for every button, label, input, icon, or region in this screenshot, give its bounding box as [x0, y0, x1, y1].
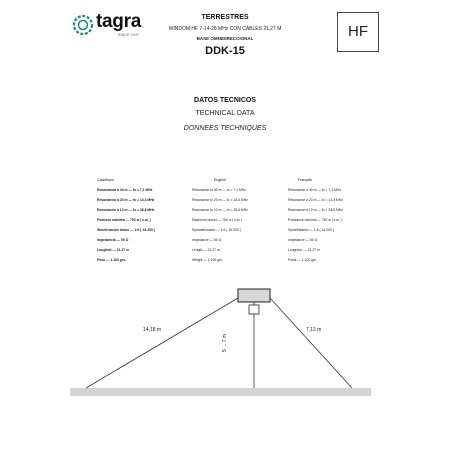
spec-row: Simetrización balun — 1:6 ( JA 200 ) — [97, 228, 156, 232]
spec-row: Puissance maxima — 750 w ( c.w. ) — [288, 218, 342, 222]
spec-row: Resonance to 40 m — fo = 7,1 MHz — [192, 188, 246, 192]
column-heading: Castellano — [97, 178, 114, 182]
specs-francais — [288, 178, 408, 268]
spec-row: Symétrisation — 1:6 ( JA 200 ) — [288, 228, 334, 232]
spec-row: Longitud — 21,27 m — [97, 248, 130, 252]
balun-box — [238, 289, 270, 302]
spec-row: Résonance à 40 m — fo = 7,1 MHz — [288, 188, 342, 192]
spec-row: Impedance — 50 Ω — [192, 238, 222, 242]
left-wire — [86, 298, 238, 388]
spec-row: Poids — 1,100 grs. — [288, 258, 317, 262]
feed-connector — [249, 305, 259, 314]
product-type: BASE OMNIDIRECCIONAL — [196, 36, 254, 41]
product-description: WINDOM HF 7-14-28 MHz CON CABLES 21,27 M — [168, 26, 282, 32]
spec-row: Impédance — 50 Ω — [288, 238, 318, 242]
left-wire-length: 14,18 m — [143, 327, 162, 333]
spec-row: Résonance à 10 m — fo = 28,6 MHz — [288, 208, 343, 212]
band-badge — [337, 12, 379, 52]
spec-row: Weight — 1,100 grs. — [192, 258, 223, 262]
spec-row: Potencia máxima — 750 w ( c.w. ) — [97, 218, 151, 222]
spec-row: Resonance to 10 m — fo = 28,6 MHz — [192, 208, 248, 212]
spec-row: Resonance to 20 m — fo = 14,3 MHz — [192, 198, 248, 202]
right-wire-length: 7,12 m — [306, 327, 322, 333]
column-heading: English — [214, 178, 226, 182]
page-title: TERRESTRES — [201, 14, 249, 21]
spec-row: Longueur — 21,27 m — [288, 248, 320, 252]
mast-height: 5 ... 7 m — [222, 333, 228, 352]
spec-row: Resonancia a 20 m — fo = 14,3 MHz — [97, 198, 155, 202]
section-title-es: DATOS TECNICOS — [194, 97, 256, 104]
spec-row: Peso — 1,100 grs. — [97, 258, 127, 262]
spec-row: Resonancia a 10 m — fo = 28,6 MHz — [97, 208, 155, 212]
spec-row: Length — 21,27 m — [192, 248, 220, 252]
spec-row: Symmetrization — 1:6 ( JA 200 ) — [192, 228, 241, 232]
spec-row: Impedancia — 50 Ω — [97, 238, 129, 242]
brand-name: tagra — [96, 11, 141, 32]
spec-row: Maximum power — 750 w ( c.w. ) — [192, 218, 243, 222]
spec-row: Resonancia a 40 m — fo = 7,1 MHz — [97, 188, 153, 192]
section-title-en: TECHNICAL DATA — [195, 110, 255, 117]
model-number: DDK-15 — [205, 45, 245, 57]
brand-tagline: SINCE 1947 — [118, 33, 140, 37]
column-heading: Français — [298, 178, 312, 182]
right-wire — [270, 298, 352, 388]
band-badge-label: HF — [348, 23, 368, 40]
tagra-logo-icon — [72, 14, 94, 36]
spec-row: Résonance à 20 m — fo = 14,3 MHz — [288, 198, 343, 202]
section-title-fr: DONNEES TECHNIQUES — [183, 125, 267, 132]
